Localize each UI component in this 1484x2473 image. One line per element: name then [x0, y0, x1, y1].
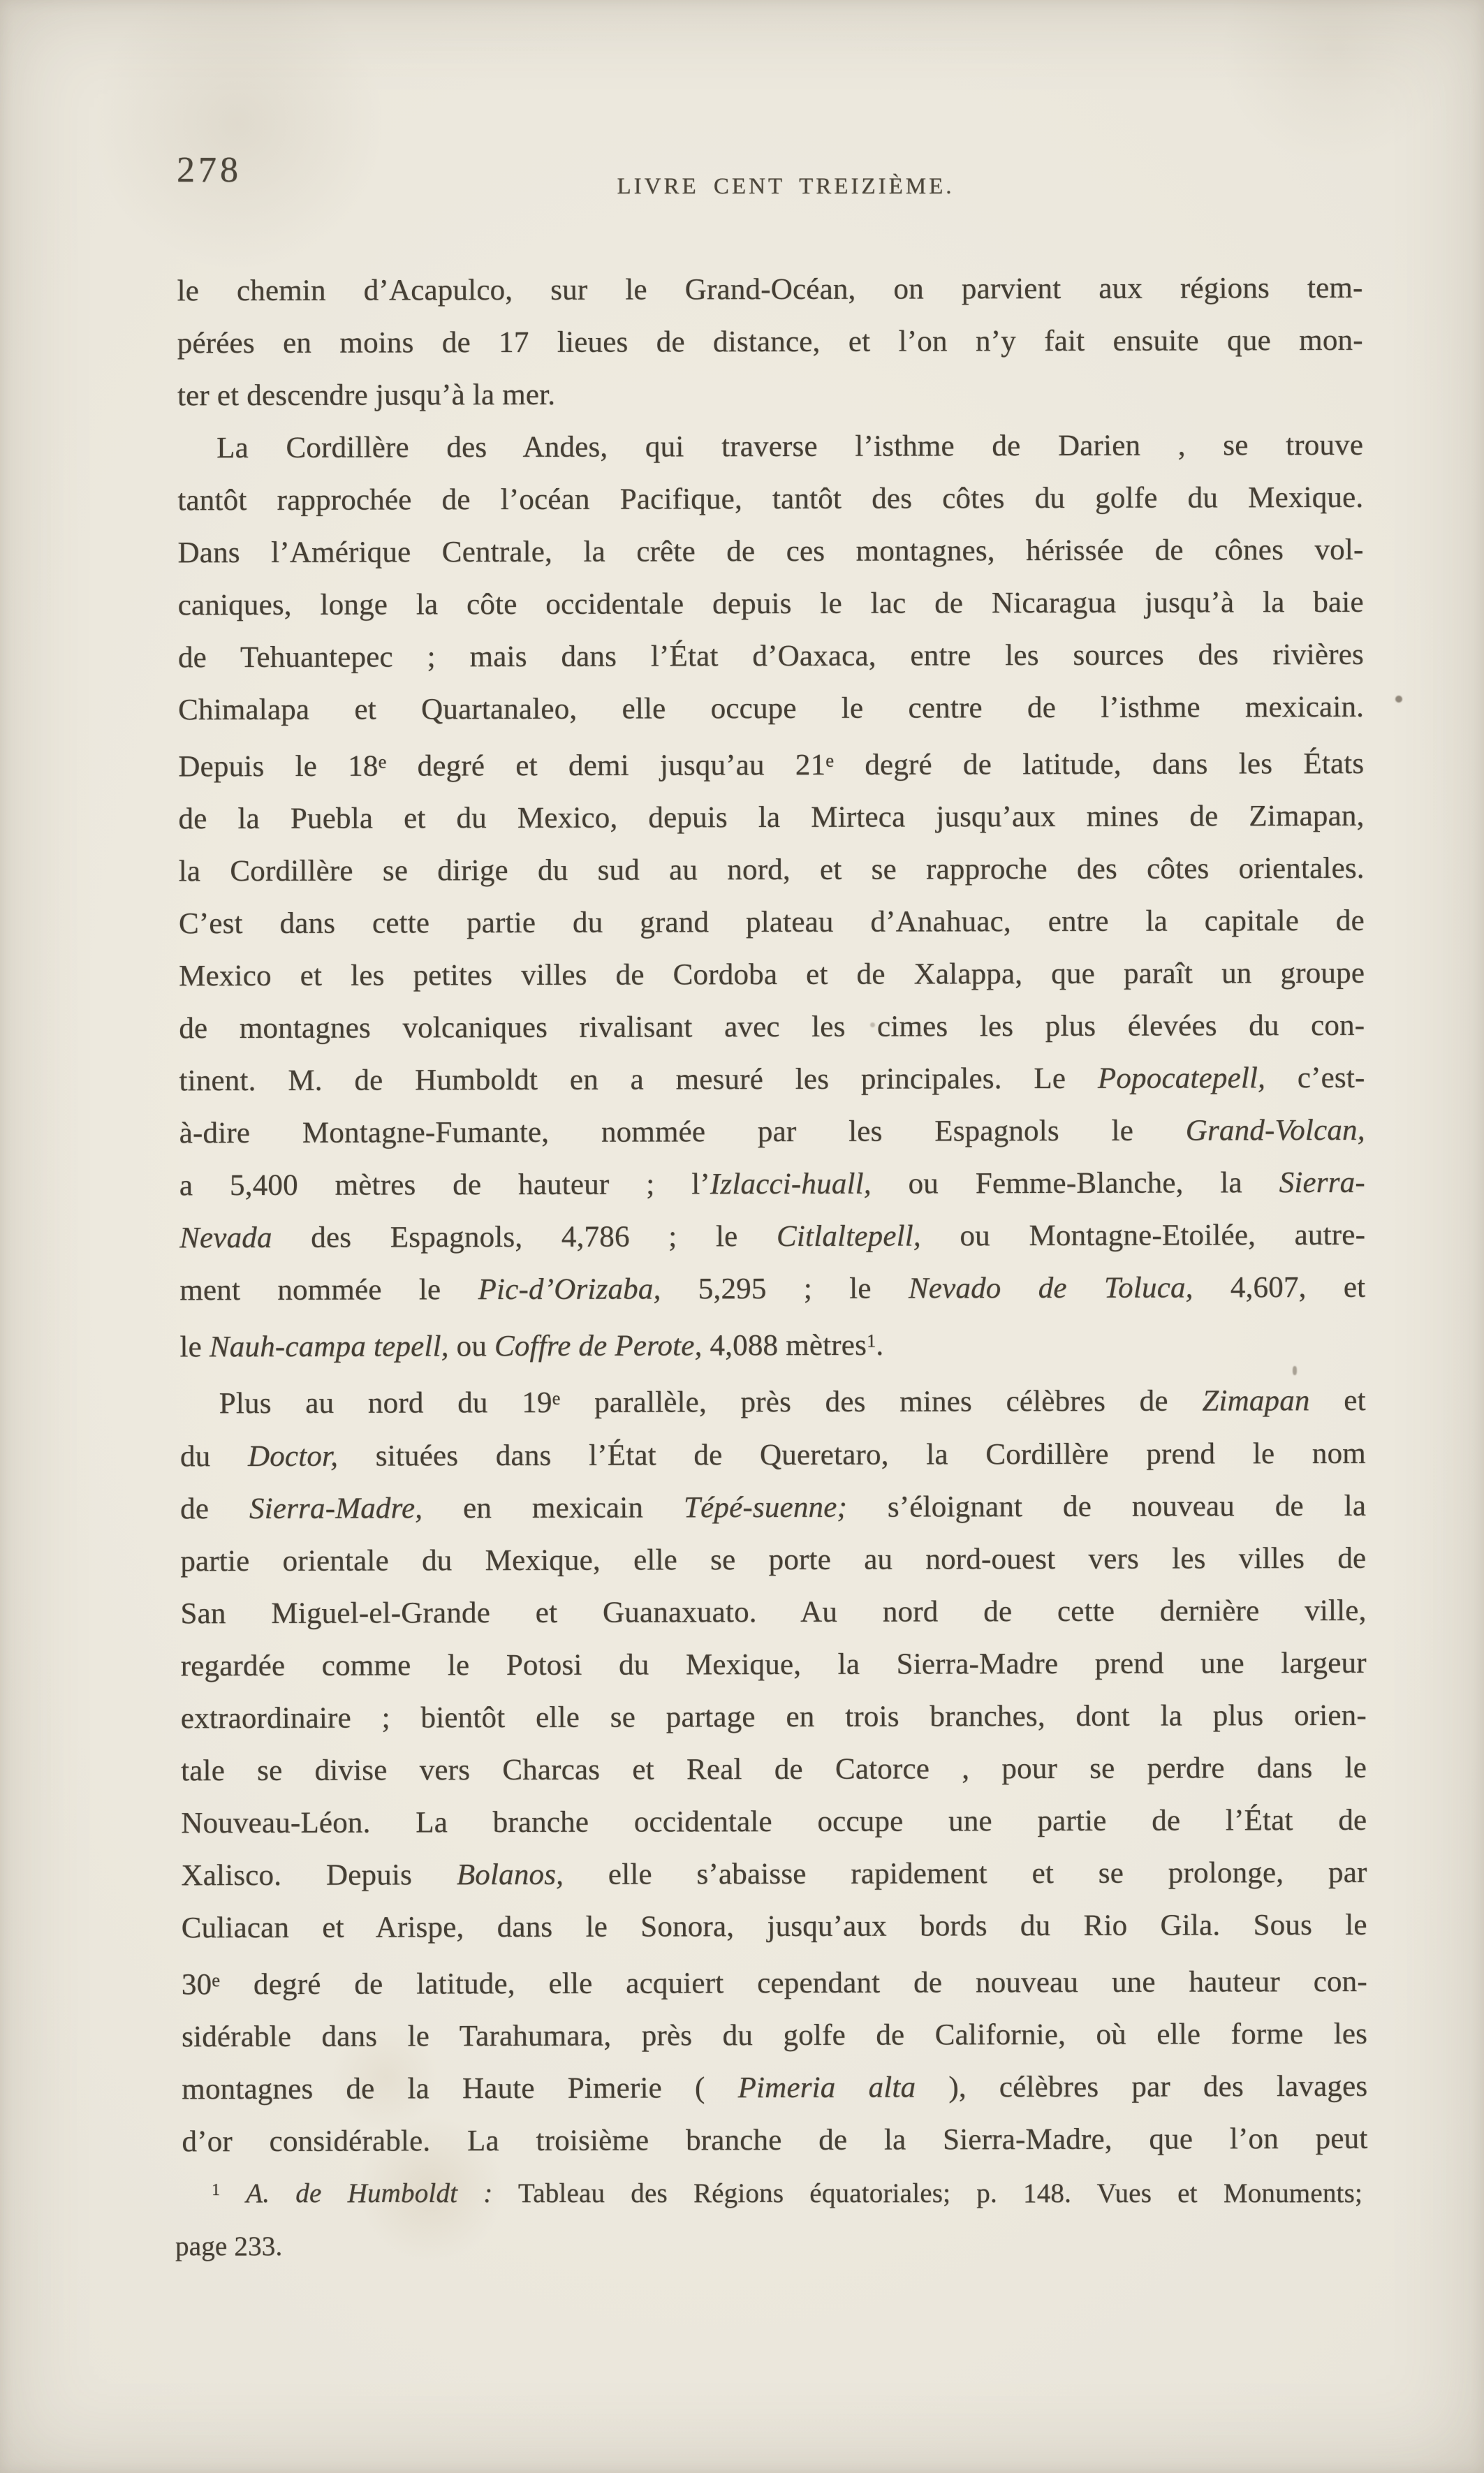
text-line	[178, 576, 1364, 631]
text-line	[182, 2008, 1367, 2063]
text-line	[178, 790, 1364, 845]
superscript: 1	[866, 1330, 876, 1351]
paragraph-3	[180, 1370, 1368, 2168]
text-segment: situées dans l’État de Queretaro, la Cordillère prend le nom	[338, 1437, 1366, 1473]
italic-text: Nevada	[179, 1221, 272, 1255]
text-line	[177, 314, 1363, 369]
text-segment: ter et descendre jusqu’à la mer.	[177, 378, 556, 413]
text-line	[180, 1584, 1366, 1639]
text-segment: degré de latitude, dans les États	[834, 747, 1365, 781]
text-segment: le chemin d’Acapulco, sur le Grand-Océan, on parvient aux régions tem-	[177, 271, 1363, 308]
italic-text: Nevado de Toluca,	[908, 1271, 1193, 1305]
text-segment: tinent. M. de Humboldt en a mesuré les principales. Le	[179, 1062, 1098, 1098]
superscript: e	[825, 749, 835, 771]
italic-text: Pic-d’Orizaba,	[478, 1272, 661, 1307]
text-segment: Mexico et les petites villes de Cordoba et de Xalappa, que paraît un groupe	[179, 956, 1365, 993]
text-segment: Culiacan et Arispe, dans le Sonora, jusqu’aux bords du Rio Gila. Sous le	[181, 1908, 1367, 1944]
text-line	[177, 419, 1363, 474]
text-segment: Depuis le 18	[178, 749, 379, 784]
text-segment: de la Puebla et du Mexico, depuis la Mirteca jusqu’aux mines de Zimapan,	[178, 799, 1365, 836]
italic-text: Nauh-campa tepell,	[209, 1330, 449, 1364]
superscript: e	[212, 1969, 221, 1990]
text-segment: C’est dans cette partie du grand plateau d’Anahuac, entre la capitale de	[178, 904, 1365, 941]
text-segment: Plus au nord du 19	[219, 1386, 552, 1421]
italic-text: Zimapan	[1202, 1384, 1310, 1418]
text-segment: partie orientale du Mexique, elle se porte au nord-ouest vers les villes de	[180, 1541, 1367, 1578]
text-line	[177, 367, 1363, 422]
text-line	[180, 1370, 1366, 1430]
superscript: 1	[212, 2180, 221, 2199]
text-segment: Tableau des Régions équatoriales; p. 148. Vues et Monuments;	[492, 2178, 1362, 2209]
italic-text: Sierra-	[1279, 1166, 1365, 1200]
text-line	[178, 733, 1364, 793]
text-line	[182, 1898, 1367, 1953]
footnote	[175, 2164, 1362, 2273]
text-line	[179, 1052, 1365, 1107]
text-line	[181, 1689, 1367, 1744]
text-segment: la Cordillère se dirige du sud au nord, et se rapproche des côtes orientales.	[178, 851, 1365, 888]
text-segment: de	[180, 1492, 250, 1525]
text-line	[178, 629, 1364, 684]
text-line	[179, 895, 1365, 950]
text-line	[180, 1479, 1366, 1534]
text-segment: ou	[448, 1330, 495, 1363]
text-segment: 4,088 mètres	[702, 1329, 867, 1363]
text-segment: .	[876, 1328, 884, 1362]
text-segment: Dans l’Amérique Centrale, la crête de ces montagnes, hérissée de cônes vol-	[177, 533, 1364, 570]
italic-text: Citlaltepell,	[776, 1219, 921, 1254]
italic-text: Grand-Volcan,	[1185, 1113, 1365, 1147]
text-segment: extraordinaire ; bientôt elle se partage en trois branches, dont la plus orien-	[180, 1698, 1367, 1735]
text-segment: le	[179, 1330, 210, 1364]
text-segment: montagnes de la Haute Pimerie (	[182, 2071, 738, 2106]
text-line	[181, 1846, 1367, 1901]
text-segment: du	[179, 1439, 248, 1473]
text-line	[181, 1741, 1367, 1796]
text-segment: ou Montagne-Etoilée, autre-	[920, 1218, 1366, 1253]
italic-text: Popocatepell,	[1097, 1062, 1266, 1095]
text-line	[182, 1951, 1367, 2011]
italic-text: Tépé-suenne;	[683, 1490, 848, 1524]
text-segment: caniques, longe la côte occidentale depuis le lac de Nicaragua jusqu’à la baie	[177, 585, 1364, 622]
text-line	[180, 1532, 1366, 1587]
text-segment: ou Femme-Blanche, la	[871, 1166, 1279, 1201]
body-text	[177, 262, 1367, 2168]
italic-text: Bolanos,	[456, 1858, 564, 1891]
text-segment: page 233.	[175, 2231, 283, 2262]
running-header: LIVRE CENT TREIZIÈME.	[617, 174, 955, 199]
text-line	[175, 2220, 1362, 2273]
italic-text: Pimeria alta	[737, 2071, 916, 2104]
text-segment: regardée comme le Potosi du Mexique, la Sierra-Madre prend une largeur	[180, 1646, 1367, 1682]
scan-speck	[870, 1022, 875, 1027]
text-line	[179, 947, 1365, 1002]
text-line	[175, 2164, 1362, 2220]
text-segment: degré de latitude, elle acquiert cependant de nouveau une hauteur con-	[220, 1965, 1367, 2001]
text-segment: San Miguel-el-Grande et Guanaxuato. Au nord de cette dernière ville,	[180, 1594, 1367, 1630]
page-number: 278	[177, 150, 242, 190]
text-segment: ), célèbres par des lavages	[916, 2069, 1368, 2104]
text-line	[182, 2060, 1367, 2115]
text-line	[177, 524, 1363, 579]
text-segment: s’éloignant de nouveau de la	[846, 1489, 1367, 1524]
text-line	[179, 1314, 1365, 1374]
superscript: e	[378, 751, 387, 772]
text-line	[181, 1793, 1367, 1849]
text-line	[182, 2113, 1367, 2168]
text-segment: 30	[181, 1967, 212, 2001]
text-segment: et	[1309, 1384, 1366, 1418]
scan-speck	[1395, 696, 1402, 703]
italic-text: A. de Humboldt :	[246, 2178, 493, 2209]
text-segment: elle s’abaisse rapidement et se prolonge, par	[564, 1856, 1367, 1891]
text-segment: de Tehuantepec ; mais dans l’État d’Oaxaca, entre les sources des rivières	[177, 638, 1364, 675]
text-segment: pérées en moins de 17 lieues de distance, et l’on n’y fait ensuite que mon-	[177, 323, 1363, 360]
text-segment	[220, 2178, 246, 2208]
text-segment: 5,295 ; le	[661, 1272, 909, 1306]
text-line	[178, 681, 1364, 736]
text-segment: ment nommée le	[179, 1273, 478, 1307]
text-line	[181, 1636, 1367, 1692]
text-segment: Xalisco. Depuis	[181, 1858, 457, 1892]
text-segment: à-dire Montagne-Fumante, nommée par les Espagnols le	[179, 1114, 1186, 1150]
text-line	[177, 471, 1363, 527]
text-line	[180, 1427, 1366, 1482]
text-line	[177, 262, 1362, 317]
text-segment: c’est-	[1265, 1061, 1365, 1095]
paragraph-1	[177, 262, 1363, 422]
text-segment: La Cordillère des Andes, qui traverse l’isthme de Darien , se trouve	[216, 428, 1364, 465]
scan-speck	[1293, 1366, 1297, 1375]
text-segment: sidérable dans le Tarahumara, près du golfe de Californie, où elle forme les	[182, 2017, 1368, 2053]
text-segment: tale se divise vers Charcas et Real de Catorce , pour se perdre dans le	[181, 1751, 1367, 1787]
text-segment: a 5,400 mètres de hauteur ; l’	[179, 1168, 710, 1203]
italic-text: Sierra-Madre,	[249, 1491, 423, 1525]
superscript: e	[552, 1388, 561, 1409]
text-segment: des Espagnols, 4,786 ; le	[272, 1220, 777, 1255]
text-segment: 4,607, et	[1193, 1270, 1366, 1305]
text-segment: parallèle, près des mines célèbres de	[560, 1384, 1203, 1420]
text-line	[179, 1157, 1365, 1212]
text-segment: d’or considérable. La troisième branche de la Sierra-Madre, que l’on peut	[182, 2122, 1368, 2158]
text-line	[179, 999, 1365, 1055]
text-segment: de montagnes volcaniques rivalisant avec les cimes les plus élevées du con-	[179, 1008, 1365, 1045]
paragraph-2	[177, 419, 1366, 1374]
text-segment: Nouveau-Léon. La branche occidentale occupe une partie de l’État de	[181, 1803, 1367, 1840]
italic-text: Doctor,	[247, 1439, 339, 1473]
text-line	[179, 1104, 1365, 1159]
text-segment: Chimalapa et Quartanaleo, elle occupe le centre de l’isthme mexicain.	[178, 690, 1365, 727]
italic-text: Izlacci-huall,	[710, 1167, 872, 1201]
text-segment: tantôt rapprochée de l’océan Pacifique, tantôt des côtes du golfe du Mexique.	[177, 480, 1364, 518]
text-segment: en mexicain	[423, 1490, 684, 1525]
text-line	[179, 1209, 1365, 1264]
text-line	[179, 1261, 1365, 1316]
text-line	[179, 842, 1365, 897]
text-segment: degré et demi jusqu’au 21	[386, 748, 826, 783]
italic-text: Coffre de Perote,	[494, 1329, 703, 1363]
